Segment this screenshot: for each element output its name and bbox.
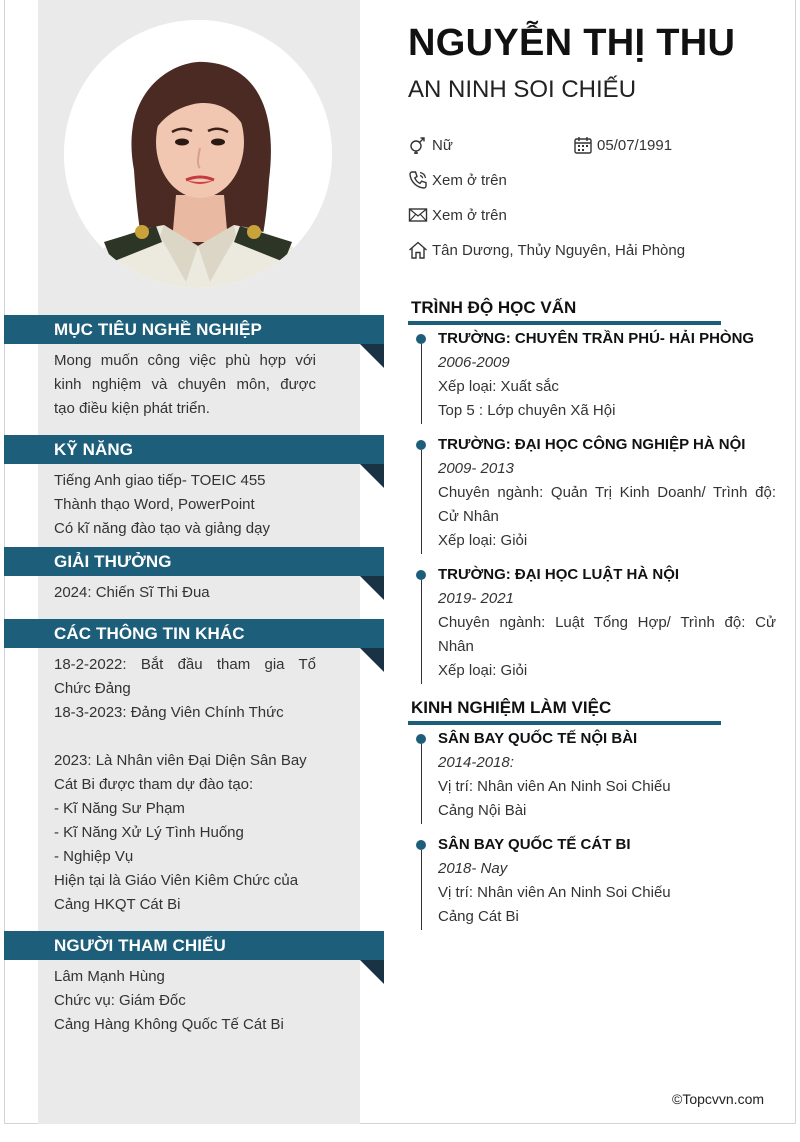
experience-entry: SÂN BAY QUỐC TẾ NỘI BÀI 2014-2018: Vị trí: Nhân viên An Ninh Soi Chiếu Cảng Nội Bài (438, 730, 671, 819)
timeline-line (421, 450, 422, 554)
education-entry: TRƯỜNG: ĐẠI HỌC LUẬT HÀ NỘI 2019- 2021 Chuyên ngành: Luật Tổng Hợp/ Trình độ: Cử Nhân Xếp loại: Giỏi (438, 566, 776, 679)
other-info-heading: CÁC THÔNG TIN KHÁC (4, 619, 384, 648)
email-value: Xem ở trên (432, 206, 507, 224)
timeline-line (421, 850, 422, 930)
awards-list: 2024: Chiến Sĩ Thi Đua (54, 584, 210, 601)
references-heading: NGƯỜI THAM CHIẾU (4, 931, 384, 960)
section-rule (408, 721, 721, 725)
portrait-photo (64, 20, 332, 288)
phone-value: Xem ở trên (432, 171, 507, 189)
contact-phone (408, 170, 507, 190)
copyright-footer: ©Topcvvn.com (672, 1091, 765, 1107)
home-icon (408, 240, 428, 260)
experience-entry: SÂN BAY QUỐC TẾ CÁT BI 2018- Nay Vị trí: Nhân viên An Ninh Soi Chiếu Cảng Cát Bi (438, 836, 671, 925)
heading-fold (360, 960, 384, 984)
birthdate-value: 05/07/1991 (597, 136, 673, 154)
timeline-line (421, 344, 422, 424)
heading-fold (360, 344, 384, 368)
gender-value: Nữ (432, 136, 453, 154)
phone-icon (408, 170, 428, 190)
avatar (64, 20, 332, 288)
candidate-name: NGUYỄN THỊ THU (408, 22, 736, 64)
contact-address (408, 240, 685, 260)
mail-icon (408, 205, 428, 225)
education-entry: TRƯỜNG: CHUYÊN TRẦN PHÚ- HẢI PHÒNG 2006-2009 Xếp loại: Xuất sắc Top 5 : Lớp chuyên Xã Hội (438, 330, 755, 419)
timeline-dot (416, 440, 426, 450)
contact-email (408, 205, 507, 225)
heading-fold (360, 464, 384, 488)
education-heading: TRÌNH ĐỘ HỌC VẤN (411, 298, 577, 317)
timeline-line (421, 744, 422, 824)
experience-heading: KINH NGHIỆM LÀM VIỆC (411, 698, 612, 717)
calendar-icon (573, 135, 593, 155)
contact-gender (408, 135, 453, 155)
timeline-dot (416, 734, 426, 744)
heading-fold (360, 648, 384, 672)
timeline-dot (416, 840, 426, 850)
contact-birthdate (573, 135, 672, 155)
skills-list: Tiếng Anh giao tiếp- TOEIC 455 Thành thạo Word, PowerPoint Có kĩ năng đào tạo và giảng dạy (54, 472, 270, 537)
heading-fold (360, 576, 384, 600)
section-rule (408, 321, 721, 325)
objective-text: Mong muốn công việc phù hợp với kinh nghiệm và chuyên môn, được tạo điều kiện phát triển. (54, 352, 316, 417)
other-info-text: 18-2-2022: Bắt đầu tham gia Tổ Chức Đảng 18-3-2023: Đảng Viên Chính Thức 2023: Là Nhân viên Đại Diện Sân Bay Cát Bi được tham dự đào tạo: - Kĩ Năng Sư Phạm - Kĩ Năng Xử Lý Tình Huống - Nghiệp Vụ Hiện tại là Giáo Viên Kiêm Chức của Cảng HKQT Cát Bi (54, 656, 316, 913)
gender-icon (408, 135, 428, 155)
awards-heading: GIẢI THƯỞNG (4, 547, 384, 576)
address-value: Tân Dương, Thủy Nguyên, Hải Phòng (432, 241, 686, 259)
education-entry: TRƯỜNG: ĐẠI HỌC CÔNG NGHIỆP HÀ NỘI 2009- 2013 Chuyên ngành: Quản Trị Kinh Doanh/ Trình độ: Cử Nhân Xếp loại: Giỏi (438, 436, 776, 549)
timeline-line (421, 580, 422, 684)
job-title: AN NINH SOI CHIẾU (408, 76, 637, 103)
objective-heading: MỤC TIÊU NGHỀ NGHIỆP (4, 315, 384, 344)
skills-heading: KỸ NĂNG (4, 435, 384, 464)
timeline-dot (416, 570, 426, 580)
references-list: Lâm Mạnh Hùng Chức vụ: Giám Đốc Cảng Hàng Không Quốc Tế Cát Bi (54, 968, 284, 1033)
timeline-dot (416, 334, 426, 344)
